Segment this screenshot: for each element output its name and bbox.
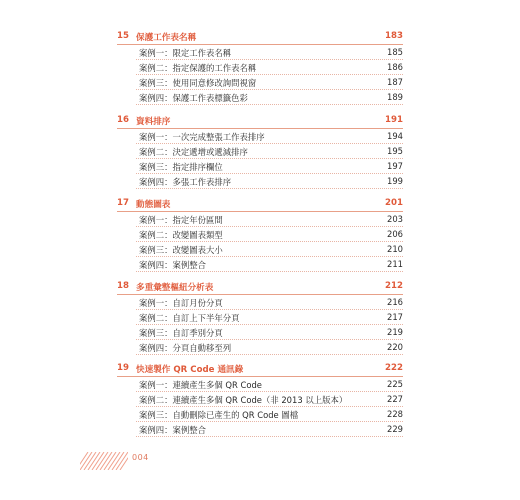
chapter-title: 保護工作表名稱 — [136, 33, 197, 43]
toc-entry[interactable] — [136, 392, 403, 407]
entry-label: 案例四：保護工作表標籤色彩 — [139, 93, 248, 103]
toc-chapter — [117, 280, 403, 355]
entry-label: 案例一：指定年份區間 — [139, 215, 223, 225]
entry-page-number: 197 — [387, 161, 403, 171]
toc-entry[interactable] — [136, 310, 403, 325]
toc-entry[interactable] — [136, 60, 403, 75]
entry-label: 案例一：連續產生多個 QR Code — [139, 380, 262, 390]
entry-page-number: 194 — [387, 131, 403, 141]
toc-entry[interactable] — [136, 340, 403, 355]
page-number: 004 — [132, 453, 149, 462]
entry-page-number: 216 — [387, 297, 403, 307]
entry-page-number: 189 — [387, 92, 403, 102]
toc-entry[interactable] — [136, 45, 403, 60]
toc-chapter — [117, 197, 403, 272]
toc-entry[interactable] — [136, 227, 403, 242]
entry-label: 案例四：多張工作表排序 — [139, 177, 232, 187]
entry-page-number: 227 — [387, 394, 403, 404]
chapter-heading[interactable] — [117, 114, 403, 129]
chapter-heading[interactable] — [117, 362, 403, 377]
entry-label: 案例三：自訂季別分頁 — [139, 328, 223, 338]
entry-label: 案例二：連續產生多個 QR Code（非 2013 以上版本） — [139, 395, 348, 405]
toc-chapter — [117, 362, 403, 437]
toc-chapter — [117, 114, 403, 189]
entry-page-number: 187 — [387, 77, 403, 87]
entry-page-number: 211 — [387, 259, 403, 269]
entry-page-number: 186 — [387, 62, 403, 72]
entry-label: 案例三：自動刪除已產生的 QR Code 圖檔 — [139, 410, 299, 420]
toc-entry[interactable] — [136, 212, 403, 227]
toc-entry[interactable] — [136, 295, 403, 310]
entry-label: 案例四：案例整合 — [139, 260, 206, 270]
chapter-heading[interactable] — [117, 197, 403, 212]
chapter-page-number: 222 — [385, 363, 403, 373]
toc-entry[interactable] — [136, 242, 403, 257]
toc-entry[interactable] — [136, 90, 403, 105]
entry-page-number: 225 — [387, 379, 403, 389]
entry-label: 案例二：改變圖表類型 — [139, 230, 223, 240]
entry-label: 案例四：分頁自動移至列 — [139, 343, 232, 353]
chapter-page-number: 183 — [385, 31, 403, 41]
chapter-number: 18 — [117, 281, 129, 291]
entry-page-number: 229 — [387, 424, 403, 434]
entry-page-number: 206 — [387, 229, 403, 239]
chapter-number: 17 — [117, 198, 129, 208]
chapter-heading[interactable] — [117, 280, 403, 295]
entry-label: 案例一：一次完成整張工作表排序 — [139, 132, 265, 142]
entry-label: 案例二：自訂上下半年分頁 — [139, 313, 240, 323]
entry-label: 案例三：指定排序欄位 — [139, 162, 223, 172]
chapter-number: 16 — [117, 115, 129, 125]
entry-page-number: 217 — [387, 312, 403, 322]
entry-page-number: 199 — [387, 176, 403, 186]
entry-label: 案例四：案例整合 — [139, 425, 206, 435]
chapter-page-number: 212 — [385, 281, 403, 291]
entry-page-number: 210 — [387, 244, 403, 254]
chapter-title: 資料排序 — [136, 117, 171, 127]
entry-page-number: 203 — [387, 214, 403, 224]
toc-entry[interactable] — [136, 75, 403, 90]
entry-label: 案例一：自訂月份分頁 — [139, 298, 223, 308]
footer-stripe-decoration — [80, 452, 128, 470]
chapter-title: 多重彙整樞紐分析表 — [136, 283, 214, 293]
toc-entry[interactable] — [136, 325, 403, 340]
entry-label: 案例二：決定遞增或遞減排序 — [139, 147, 248, 157]
entry-label: 案例一：限定工作表名稱 — [139, 48, 232, 58]
entry-page-number: 220 — [387, 342, 403, 352]
toc-entry[interactable] — [136, 377, 403, 392]
entry-label: 案例三：改變圖表大小 — [139, 245, 223, 255]
chapter-page-number: 201 — [385, 198, 403, 208]
chapter-title: 動態圖表 — [136, 200, 171, 210]
entry-label: 案例二：指定保護的工作表名稱 — [139, 63, 257, 73]
toc-entry[interactable] — [136, 422, 403, 437]
toc-entry[interactable] — [136, 407, 403, 422]
toc-entry[interactable] — [136, 257, 403, 272]
toc-entry[interactable] — [136, 174, 403, 189]
toc-chapter — [117, 30, 403, 105]
entry-page-number: 185 — [387, 47, 403, 57]
chapter-title: 快速製作 QR Code 通訊錄 — [136, 365, 244, 375]
entry-page-number: 219 — [387, 327, 403, 337]
chapter-page-number: 191 — [385, 115, 403, 125]
toc-entry[interactable] — [136, 159, 403, 174]
toc-entry[interactable] — [136, 144, 403, 159]
entry-page-number: 195 — [387, 146, 403, 156]
entry-page-number: 228 — [387, 409, 403, 419]
chapter-number: 19 — [117, 363, 129, 373]
entry-label: 案例三：使用同意修改詢問視窗 — [139, 78, 257, 88]
chapter-heading[interactable] — [117, 30, 403, 45]
chapter-number: 15 — [117, 31, 129, 41]
toc-entry[interactable] — [136, 129, 403, 144]
